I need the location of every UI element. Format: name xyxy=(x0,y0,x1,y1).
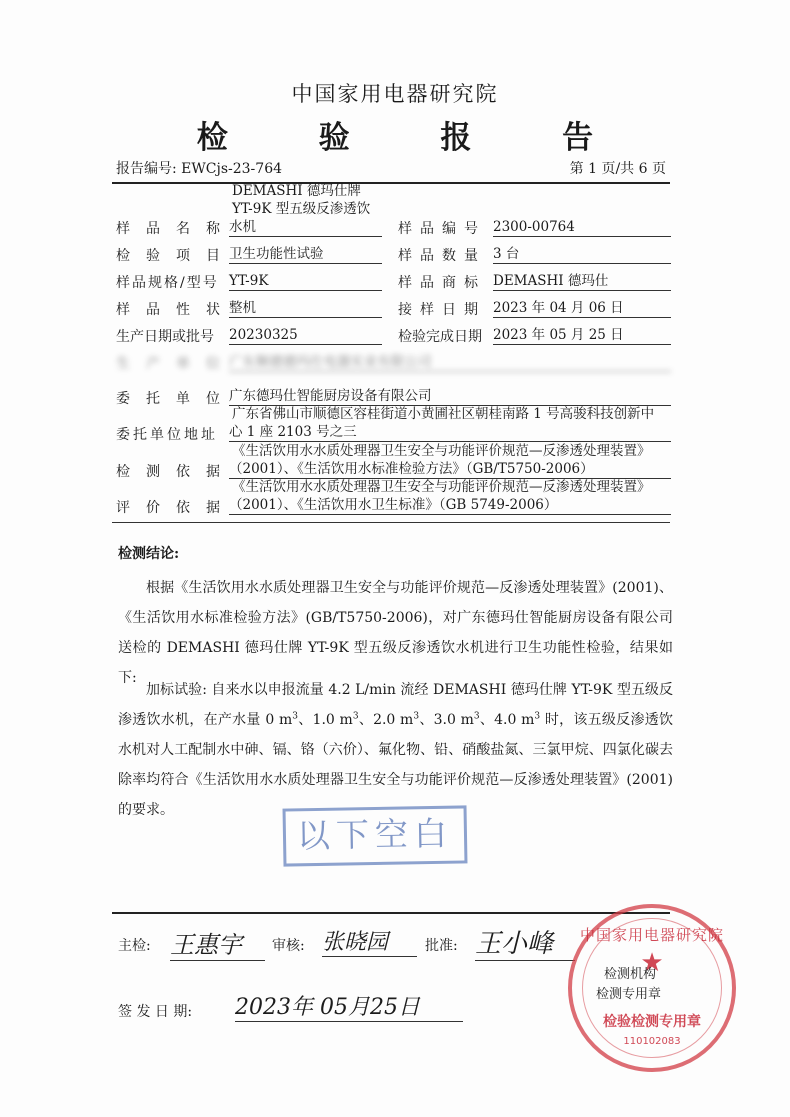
value-producer: 广东顺德德玛仕电器实业有限公司 xyxy=(229,354,671,372)
signature-separator xyxy=(112,912,670,914)
label-issue-date: 签 发 日 期: xyxy=(118,1004,193,1020)
label-client-address: 委托单位地址 xyxy=(116,427,218,443)
value-sample-state: 整机 xyxy=(229,300,382,318)
value-client: 广东德玛仕智能厨房设备有限公司 xyxy=(229,388,671,406)
unit-sup: 3 xyxy=(413,711,420,722)
table-bottom-rule xyxy=(112,522,670,523)
value-sample-name-line2: YT-9K 型五级反渗透饮 xyxy=(232,201,371,217)
seal-bottom-text: 检验检测专用章 xyxy=(603,1014,701,1030)
institution-name: 中国家用电器研究院 xyxy=(291,82,499,106)
value-production-date: 20230325 xyxy=(229,327,382,345)
blank-below-stamp: 以下空白 xyxy=(283,805,468,866)
value-sample-name-line1: DEMASHI 德玛仕牌 xyxy=(232,183,361,199)
report-title: 检 验 报 告 xyxy=(196,120,634,156)
label-trademark: 样品商标 xyxy=(398,275,486,291)
label-test-item: 检验项目 xyxy=(116,248,236,264)
value-sample-qty: 3 台 xyxy=(493,246,671,264)
unit-sup: 3 xyxy=(292,711,299,722)
value-receive-date: 2023 年 04 月 06 日 xyxy=(493,300,671,318)
label-test-basis: 检测依据 xyxy=(116,464,236,480)
para2-text-b: 、1.0 m xyxy=(298,712,353,728)
value-test-basis-line1: 《生活饮用水水质处理器卫生安全与功能评价规范—反渗透处理装置》 xyxy=(232,443,651,459)
conclusion-title: 检测结论: xyxy=(118,546,180,562)
value-client-address-line2: 心 1 座 2103 号之三 xyxy=(229,424,671,442)
label-sample-name-text: 样品名称 xyxy=(116,221,236,237)
value-test-item: 卫生功能性试验 xyxy=(229,246,382,264)
value-complete-date: 2023 年 05 月 25 日 xyxy=(493,327,671,345)
label-reviewer: 审核: xyxy=(272,938,305,954)
para2-text-a: 加标试验: 自来水以申报流量 4.2 L/min 流经 DEMASHI 德玛仕牌 YT-9K 型五级反渗透饮水机，在产水量 0 m xyxy=(118,682,673,728)
value-test-basis-line2: （2001）、《生活饮用水标准检验方法》（GB/T5750-2006） xyxy=(229,461,671,479)
seal-number: 110102083 xyxy=(623,1036,681,1047)
conclusion-paragraph-2 xyxy=(118,675,673,825)
signature-chief-inspector: 王惠宇 xyxy=(170,925,265,961)
value-eval-basis-line1: 《生活饮用水水质处理器卫生安全与功能评价规范—反渗透处理装置》 xyxy=(232,479,651,495)
value-sample-name-line3: 水机 xyxy=(229,219,382,237)
label-approver: 批准: xyxy=(425,938,458,954)
label-client: 委托单位 xyxy=(116,391,236,407)
value-eval-basis-line2: （2001）、《生活饮用水卫生标准》（GB 5749-2006） xyxy=(229,497,671,515)
seal-label-line1: 检测机构 xyxy=(604,967,657,982)
label-eval-basis: 评价依据 xyxy=(116,500,236,516)
value-sample-no: 2300-00764 xyxy=(493,219,671,237)
unit-sup: 3 xyxy=(473,711,480,722)
label-producer: 生产单位 xyxy=(116,356,236,372)
para2-text-e: 、4.0 m xyxy=(479,712,535,728)
label-sample-no: 样品编号 xyxy=(398,221,486,237)
page-info: 第 1 页/共 6 页 xyxy=(569,161,666,177)
value-client-address-line1: 广东省佛山市顺德区容桂街道小黄圃社区朝桂南路 1 号高骏科技创新中 xyxy=(232,406,655,422)
unit-sup: 3 xyxy=(534,711,541,722)
para2-text-f: 时，该五级反渗透饮水机对人工配制水中砷、镉、铬（六价）、氟化物、铅、硝酸盐氮、三氯甲烷、四氯化碳去除率均符合《生活饮用水水质处理器卫生安全与功能评价规范—反渗透处理装置》(2001) 的要求。 xyxy=(118,712,673,818)
seal-arc-text: 中国家用电器研究院 xyxy=(579,926,724,944)
report-meta-row xyxy=(112,158,670,184)
label-model: 样品规格/型号 xyxy=(116,275,219,291)
signature-issue-date: 2023年 05月25日 xyxy=(235,990,463,1022)
report-number: 报告编号: EWCjs-23-764 xyxy=(116,161,283,177)
label-chief-inspector: 主检: xyxy=(118,938,151,954)
para2-text-c: 、2.0 m xyxy=(358,712,414,728)
seal-star-icon: ★ xyxy=(640,948,664,978)
para2-text-d: 、3.0 m xyxy=(419,712,474,728)
value-model: YT-9K xyxy=(229,273,382,291)
label-receive-date: 接样日期 xyxy=(398,302,486,318)
label-sample-name xyxy=(116,218,236,238)
value-trademark: DEMASHI 德玛仕 xyxy=(493,273,671,291)
conclusion-paragraph-1: 根据《生活饮用水水质处理器卫生安全与功能评价规范—反渗透处理装置》(2001)、《生活饮用水标准检验方法》(GB/T5750-2006)，对广东德玛仕智能厨房设备有限公司送检的 DEMASHI 德玛仕牌 YT-9K 型五级反渗透饮水机进行卫生功能性检验，结果如下: xyxy=(118,580,673,686)
label-sample-qty: 样品数量 xyxy=(398,248,486,264)
signature-reviewer: 张晓园 xyxy=(322,925,417,957)
label-complete-date: 检验完成日期 xyxy=(398,329,482,345)
unit-sup: 3 xyxy=(352,711,359,722)
label-production-date: 生产日期或批号 xyxy=(116,329,214,345)
label-sample-state: 样品性状 xyxy=(116,302,236,318)
seal-label-line2: 检测专用章 xyxy=(596,987,662,1002)
signature-approver: 王小峰 xyxy=(475,923,575,961)
